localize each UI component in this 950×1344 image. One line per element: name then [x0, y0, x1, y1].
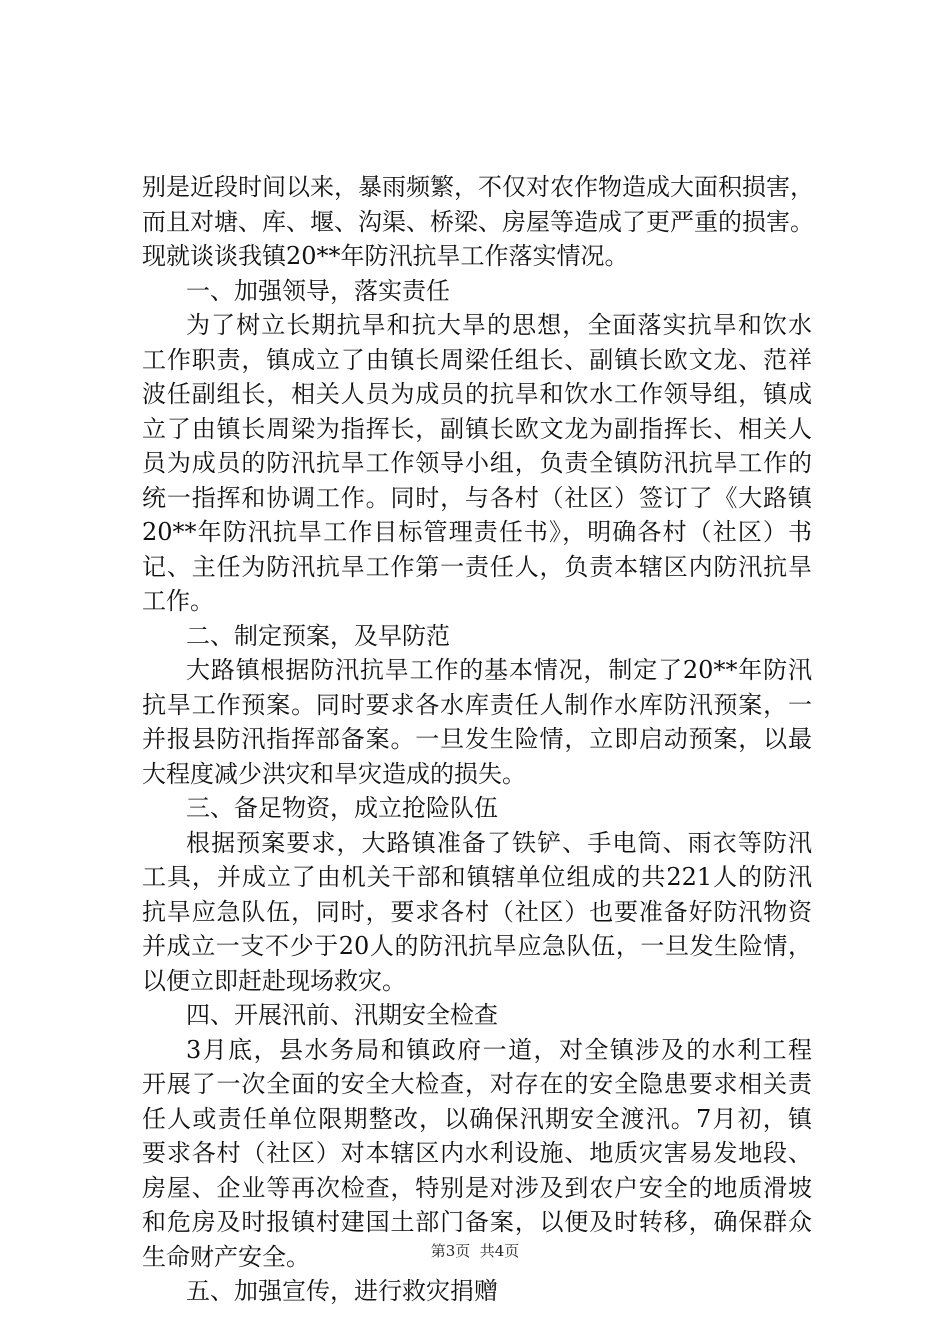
text-line: 工作。	[142, 587, 214, 615]
text-line: 要求各村（社区）对本辖区内水利设施、地质灾害易发地段、	[142, 1139, 812, 1167]
document-body	[142, 170, 812, 1309]
section-heading: 一、加强领导，落实责任	[186, 276, 450, 305]
text-line: 抗旱应急队伍，同时，要求各村（社区）也要准备好防汛物资	[142, 897, 812, 926]
text-line: 员为成员的防汛抗旱工作领导小组，负责全镇防汛抗旱工作的	[142, 449, 812, 477]
text-line: 别是近段时间以来，暴雨频繁，不仅对农作物造成大面积损害，	[142, 173, 814, 201]
section-heading: 二、制定预案，及早防范	[186, 621, 450, 650]
text-line: 记、主任为防汛抗旱工作第一责任人，负责本辖区内防汛抗旱	[142, 552, 812, 581]
text-line: 并报县防汛指挥部备案。一旦发生险情，立即启动预案，以最	[142, 725, 812, 753]
text-line: 统一指挥和协调工作。同时，与各村（社区）签订了《大路镇	[142, 483, 812, 512]
text-line: 为了树立长期抗旱和抗大旱的思想，全面落实抗旱和饮水	[186, 311, 812, 339]
text-line: 根据预案要求，大路镇准备了铁铲、手电筒、雨衣等防汛	[186, 828, 812, 857]
text-line: 和危房及时报镇村建国土部门备案，以便及时转移，确保群众	[142, 1208, 812, 1236]
text-line: 而且对塘、库、堰、沟渠、桥梁、房屋等造成了更严重的损害。	[142, 207, 814, 236]
section-heading: 五、加强宣传，进行救灾捐赠	[186, 1277, 498, 1305]
text-line: 3月底，县水务局和镇政府一道，对全镇涉及的水利工程	[186, 1035, 812, 1064]
section-heading: 三、备足物资，成立抢险队伍	[186, 794, 498, 822]
text-line: 抗旱工作预案。同时要求各水库责任人制作水库防汛预案，一	[142, 690, 812, 719]
text-line: 波任副组长，相关人员为成员的抗旱和饮水工作领导组，镇成	[142, 380, 812, 408]
text-line: 以便立即赶赴现场救灾。	[142, 966, 406, 995]
text-line: 20**年防汛抗旱工作目标管理责任书》，明确各村（社区）书	[142, 518, 812, 546]
text-line: 开展了一次全面的安全大检查，对存在的安全隐患要求相关责	[142, 1070, 812, 1098]
text-line: 生命财产安全。	[142, 1242, 310, 1271]
text-line: 任人或责任单位限期整改，以确保汛期安全渡汛。7月初，镇	[142, 1104, 812, 1133]
text-line: 大路镇根据防汛抗旱工作的基本情况，制定了20**年防汛	[186, 656, 812, 684]
text-line: 工作职责，镇成立了由镇长周梁任组长、副镇长欧文龙、范祥	[142, 345, 812, 374]
section-heading: 四、开展汛前、汛期安全检查	[186, 1001, 498, 1029]
text-line: 房屋、企业等再次检查，特别是对涉及到农户安全的地质滑坡	[142, 1173, 812, 1202]
text-line: 大程度减少洪灾和旱灾造成的损失。	[142, 759, 526, 788]
page-footer: 第3页 共4页	[430, 1242, 520, 1260]
text-line: 立了由镇长周梁为指挥长，副镇长欧文龙为副指挥长、相关人	[142, 414, 812, 443]
text-line: 并成立一支不少于20人的防汛抗旱应急队伍，一旦发生险情，	[142, 932, 812, 960]
text-line: 现就谈谈我镇20**年防汛抗旱工作落实情况。	[142, 242, 629, 270]
text-line: 工具，并成立了由机关干部和镇辖单位组成的共221人的防汛	[142, 863, 812, 891]
